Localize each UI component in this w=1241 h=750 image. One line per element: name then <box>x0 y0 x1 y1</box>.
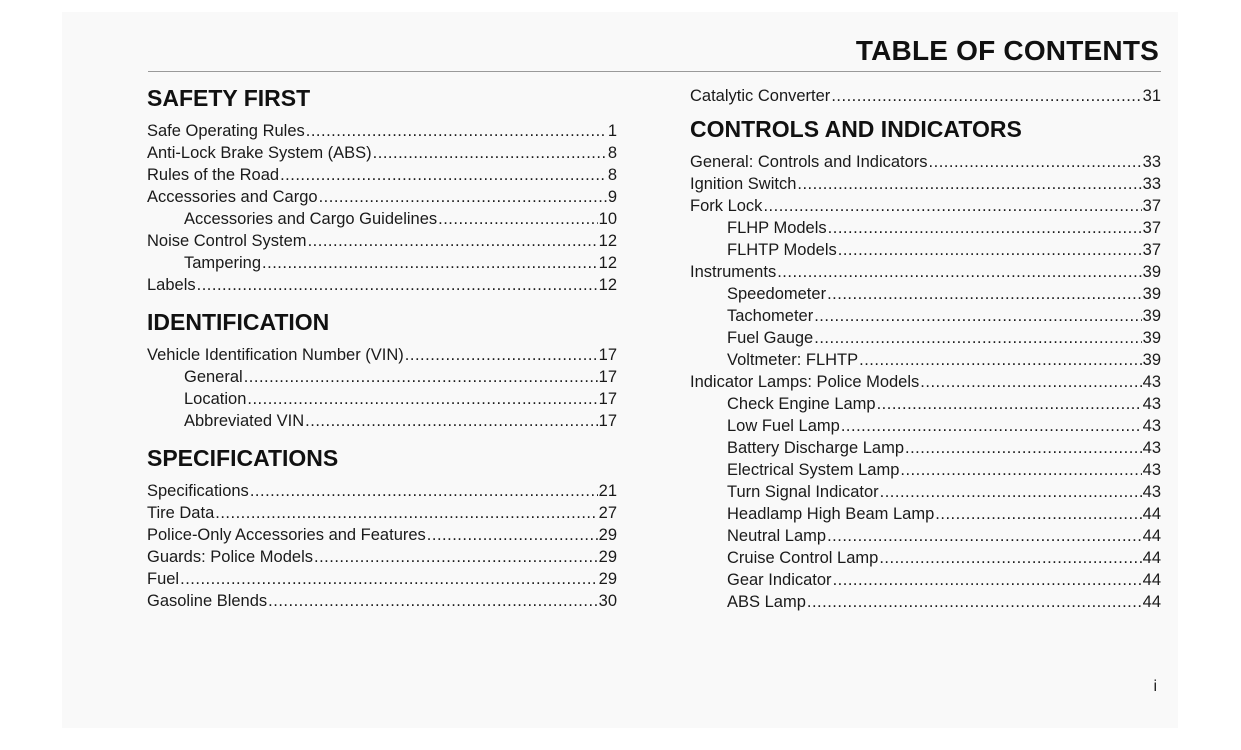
toc-right-column <box>690 82 1161 623</box>
toc-entry-page-number: 43 <box>1142 395 1161 413</box>
toc-entry-label: Fuel <box>147 570 180 588</box>
section-heading: SAFETY FIRST <box>147 85 311 111</box>
dot-leader <box>838 239 1142 261</box>
toc-entry-accessories-and-cargo[interactable] <box>147 186 617 208</box>
toc-entry-label: Low Fuel Lamp <box>727 417 840 435</box>
toc-entry-label: Ignition Switch <box>690 175 797 193</box>
toc-entry-label: Tire Data <box>147 504 215 522</box>
toc-entry-page-number: 30 <box>598 592 617 610</box>
toc-entry-indicator-lamps-police-models[interactable] <box>690 371 1161 393</box>
toc-entry-label: Police-Only Accessories and Features <box>147 526 426 544</box>
toc-entry-label: Noise Control System <box>147 232 307 250</box>
toc-entry-label: Location <box>184 390 247 408</box>
toc-entry-page-number: 17 <box>598 368 617 386</box>
dot-leader <box>797 173 1141 195</box>
dot-leader <box>905 437 1142 459</box>
toc-entry-page-number: 44 <box>1142 527 1161 545</box>
toc-entry-page-number: 17 <box>598 412 617 430</box>
dot-leader <box>308 230 598 252</box>
dot-leader <box>247 388 597 410</box>
toc-entry-vehicle-identification-number-vin[interactable] <box>147 344 617 366</box>
toc-entry-page-number: 8 <box>607 166 617 184</box>
toc-entry-page-number: 31 <box>1142 87 1161 105</box>
toc-entry-general[interactable] <box>147 366 617 388</box>
toc-entry-label: Tachometer <box>727 307 814 325</box>
toc-entry-gear-indicator[interactable] <box>690 569 1161 591</box>
toc-entry-label: Gear Indicator <box>727 571 832 589</box>
toc-entry-specifications[interactable] <box>147 480 617 502</box>
toc-entry-label: Gasoline Blends <box>147 592 268 610</box>
page-title: TABLE OF CONTENTS <box>855 35 1159 66</box>
dot-leader <box>777 261 1141 283</box>
toc-entry-guards-police-models[interactable] <box>147 546 617 568</box>
toc-entry-low-fuel-lamp[interactable] <box>690 415 1161 437</box>
toc-entry-labels[interactable] <box>147 274 617 296</box>
dot-leader <box>319 186 607 208</box>
toc-entry-label: Tampering <box>184 254 262 272</box>
toc-entry-abs-lamp[interactable] <box>690 591 1161 613</box>
section-heading: CONTROLS AND INDICATORS <box>690 116 1022 142</box>
toc-section-specifications <box>147 442 617 612</box>
toc-entry-electrical-system-lamp[interactable] <box>690 459 1161 481</box>
toc-entry-page-number: 43 <box>1142 461 1161 479</box>
toc-entry-label: Fork Lock <box>690 197 763 215</box>
toc-entry-label: Check Engine Lamp <box>727 395 876 413</box>
toc-entry-label: Cruise Control Lamp <box>727 549 879 567</box>
toc-entry-label: Turn Signal Indicator <box>727 483 879 501</box>
dot-leader <box>929 151 1142 173</box>
toc-entry-noise-control-system[interactable] <box>147 230 617 252</box>
toc-entry-page-number: 10 <box>598 210 617 228</box>
toc-entry-page-number: 29 <box>598 548 617 566</box>
toc-entry-page-number: 8 <box>607 144 617 162</box>
toc-entry-page-number: 17 <box>598 390 617 408</box>
toc-entry-page-number: 39 <box>1142 307 1161 325</box>
toc-entry-label: Accessories and Cargo <box>147 188 318 206</box>
toc-entry-cruise-control-lamp[interactable] <box>690 547 1161 569</box>
toc-entry-label: Guards: Police Models <box>147 548 313 566</box>
toc-entry-label: Abbreviated VIN <box>184 412 305 430</box>
dot-leader <box>244 366 598 388</box>
toc-entry-page-number: 37 <box>1142 241 1161 259</box>
toc-entry-page-number: 12 <box>598 232 617 250</box>
toc-left-column <box>147 82 617 622</box>
toc-entry-label: ABS Lamp <box>727 593 806 611</box>
dot-leader <box>314 546 598 568</box>
toc-entry-label: Headlamp High Beam Lamp <box>727 505 935 523</box>
dot-leader <box>935 503 1141 525</box>
toc-entry-label: FLHTP Models <box>727 241 837 259</box>
dot-leader <box>827 525 1142 547</box>
toc-entry-label: Specifications <box>147 482 249 500</box>
toc-entry-ignition-switch[interactable] <box>690 173 1161 195</box>
toc-entry-page-number: 17 <box>598 346 617 364</box>
toc-entry-label: Speedometer <box>727 285 827 303</box>
dot-leader <box>373 142 607 164</box>
toc-entry-label: Indicator Lamps: Police Models <box>690 373 920 391</box>
dot-leader <box>306 120 607 142</box>
dot-leader <box>859 349 1142 371</box>
toc-entry-label: Fuel Gauge <box>727 329 814 347</box>
toc-entry-instruments[interactable] <box>690 261 1161 283</box>
section-heading: IDENTIFICATION <box>147 309 330 335</box>
toc-entry-page-number: 44 <box>1142 549 1161 567</box>
toc-entry-voltmeter-flhtp[interactable] <box>690 349 1161 371</box>
toc-entry-label: Instruments <box>690 263 777 281</box>
dot-leader <box>900 459 1141 481</box>
toc-entry-fork-lock[interactable] <box>690 195 1161 217</box>
toc-entry-location[interactable] <box>147 388 617 410</box>
toc-entry-page-number: 33 <box>1142 153 1161 171</box>
toc-entry-label: Labels <box>147 276 196 294</box>
toc-entry-rules-of-the-road[interactable] <box>147 164 617 186</box>
page-number: i <box>1153 678 1157 695</box>
toc-entry-tire-data[interactable] <box>147 502 617 524</box>
dot-leader <box>180 568 598 590</box>
section-heading: SPECIFICATIONS <box>147 445 339 471</box>
toc-entry-anti-lock-brake-system-abs[interactable] <box>147 142 617 164</box>
dot-leader <box>807 591 1142 613</box>
toc-entry-flhp-models[interactable] <box>690 217 1161 239</box>
toc-entry-label: Anti-Lock Brake System (ABS) <box>147 144 372 162</box>
toc-entry-page-number: 44 <box>1142 593 1161 611</box>
toc-entry-page-number: 29 <box>598 570 617 588</box>
toc-entry-page-number: 44 <box>1142 505 1161 523</box>
toc-entry-page-number: 27 <box>598 504 617 522</box>
toc-entry-label: Voltmeter: FLHTP <box>727 351 859 369</box>
toc-entry-safe-operating-rules[interactable] <box>147 120 617 142</box>
toc-entry-page-number: 37 <box>1142 219 1161 237</box>
toc-entry-label: Battery Discharge Lamp <box>727 439 904 457</box>
dot-leader <box>250 480 598 502</box>
dot-leader <box>280 164 607 186</box>
dot-leader <box>879 547 1141 569</box>
toc-entry-page-number: 43 <box>1142 417 1161 435</box>
toc-continued-entries <box>690 85 1161 107</box>
dot-leader <box>814 327 1141 349</box>
toc-entry-headlamp-high-beam-lamp[interactable] <box>690 503 1161 525</box>
dot-leader <box>841 415 1142 437</box>
toc-entry-battery-discharge-lamp[interactable] <box>690 437 1161 459</box>
dot-leader <box>215 502 597 524</box>
dot-leader <box>262 252 598 274</box>
toc-entry-catalytic-converter[interactable] <box>690 85 1161 107</box>
toc-entry-gasoline-blends[interactable] <box>147 590 617 612</box>
toc-entry-page-number: 39 <box>1142 329 1161 347</box>
toc-entry-page-number: 43 <box>1142 373 1161 391</box>
toc-entry-page-number: 37 <box>1142 197 1161 215</box>
toc-section-safety-first <box>147 82 617 296</box>
toc-entry-label: Electrical System Lamp <box>727 461 900 479</box>
toc-entry-page-number: 21 <box>598 482 617 500</box>
toc-entry-page-number: 9 <box>607 188 617 206</box>
toc-entry-general-controls-and-indicators[interactable] <box>690 151 1161 173</box>
toc-entry-page-number: 39 <box>1142 285 1161 303</box>
toc-entry-fuel-gauge[interactable] <box>690 327 1161 349</box>
dot-leader <box>305 410 597 432</box>
toc-entry-page-number: 12 <box>598 254 617 272</box>
toc-section-identification <box>147 306 617 432</box>
dot-leader <box>827 283 1142 305</box>
dot-leader <box>405 344 598 366</box>
toc-entry-tachometer[interactable] <box>690 305 1161 327</box>
toc-section-controls-and-indicators <box>690 113 1161 613</box>
title-divider <box>148 71 1161 72</box>
dot-leader <box>833 569 1142 591</box>
dot-leader <box>880 481 1142 503</box>
dot-leader <box>427 524 598 546</box>
toc-entry-label: Vehicle Identification Number (VIN) <box>147 346 404 364</box>
toc-entry-page-number: 43 <box>1142 439 1161 457</box>
toc-entry-page-number: 1 <box>607 122 617 140</box>
toc-entry-label: Safe Operating Rules <box>147 122 305 140</box>
toc-entry-label: Neutral Lamp <box>727 527 827 545</box>
toc-entry-label: General <box>184 368 243 386</box>
toc-entry-label: Catalytic Converter <box>690 87 831 105</box>
dot-leader <box>877 393 1142 415</box>
toc-entry-page-number: 29 <box>598 526 617 544</box>
toc-entry-label: FLHP Models <box>727 219 827 237</box>
toc-entry-page-number: 39 <box>1142 263 1161 281</box>
toc-entry-check-engine-lamp[interactable] <box>690 393 1161 415</box>
toc-entry-flhtp-models[interactable] <box>690 239 1161 261</box>
toc-entry-turn-signal-indicator[interactable] <box>690 481 1161 503</box>
toc-entry-fuel[interactable] <box>147 568 617 590</box>
toc-entry-page-number: 44 <box>1142 571 1161 589</box>
toc-entry-label: General: Controls and Indicators <box>690 153 928 171</box>
toc-entry-abbreviated-vin[interactable] <box>147 410 617 432</box>
dot-leader <box>268 590 597 612</box>
dot-leader <box>814 305 1141 327</box>
dot-leader <box>831 85 1141 107</box>
toc-entry-page-number: 33 <box>1142 175 1161 193</box>
toc-entry-speedometer[interactable] <box>690 283 1161 305</box>
toc-entry-neutral-lamp[interactable] <box>690 525 1161 547</box>
toc-entry-label: Rules of the Road <box>147 166 280 184</box>
toc-entry-police-only-accessories-and-features[interactable] <box>147 524 617 546</box>
toc-entry-page-number: 12 <box>598 276 617 294</box>
dot-leader <box>920 371 1141 393</box>
toc-entry-accessories-and-cargo-guidelines[interactable] <box>147 208 617 230</box>
toc-entry-tampering[interactable] <box>147 252 617 274</box>
dot-leader <box>197 274 598 296</box>
toc-entry-page-number: 39 <box>1142 351 1161 369</box>
toc-entry-label: Accessories and Cargo Guidelines <box>184 210 438 228</box>
dot-leader <box>828 217 1142 239</box>
dot-leader <box>438 208 598 230</box>
toc-entry-page-number: 43 <box>1142 483 1161 501</box>
dot-leader <box>763 195 1141 217</box>
